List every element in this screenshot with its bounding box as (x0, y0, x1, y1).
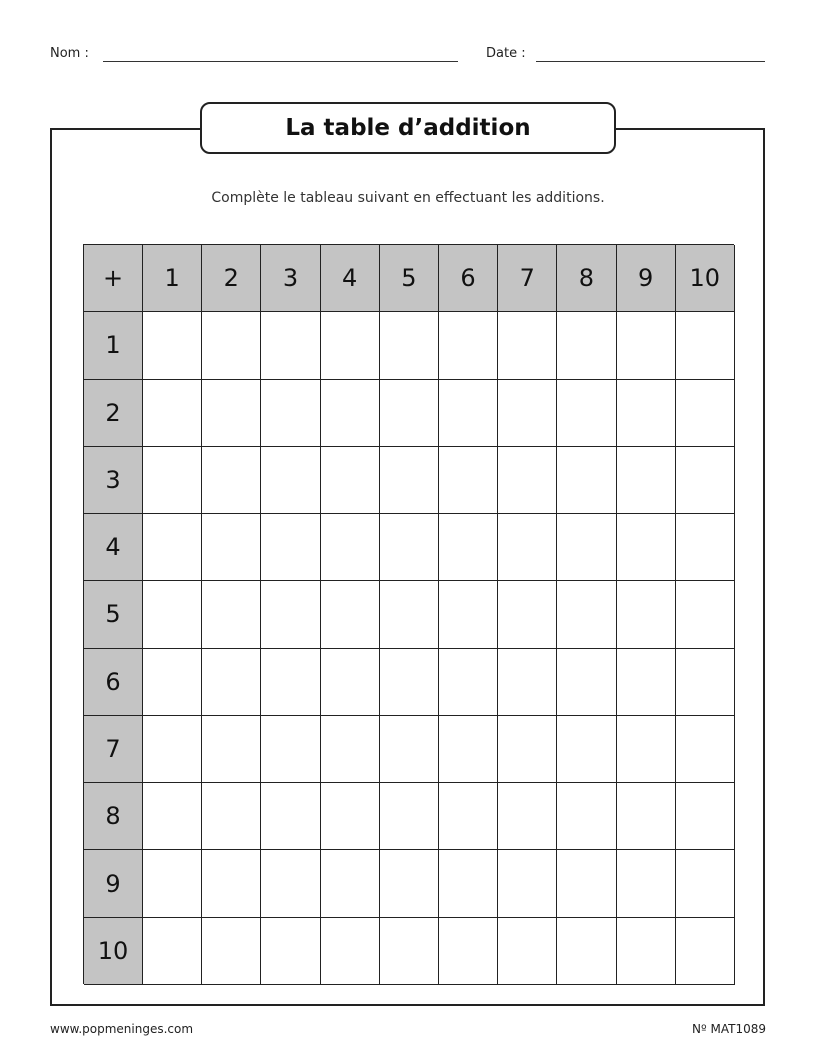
column-header: 10 (676, 245, 735, 312)
row-header: 2 (84, 380, 143, 447)
answer-cell[interactable] (321, 514, 380, 581)
answer-cell[interactable] (261, 918, 320, 985)
instruction-text: Complète le tableau suivant en effectuant les additions. (211, 190, 605, 206)
answer-cell[interactable] (439, 514, 498, 581)
answer-cell[interactable] (321, 783, 380, 850)
answer-cell[interactable] (380, 850, 439, 917)
answer-cell[interactable] (143, 850, 202, 917)
answer-cell[interactable] (261, 850, 320, 917)
answer-cell[interactable] (439, 447, 498, 514)
column-header: 4 (321, 245, 380, 312)
answer-cell[interactable] (202, 312, 261, 379)
answer-cell[interactable] (321, 380, 380, 447)
row-header: 5 (84, 581, 143, 648)
answer-cell[interactable] (380, 447, 439, 514)
answer-cell[interactable] (439, 783, 498, 850)
name-field[interactable] (103, 61, 458, 62)
answer-cell[interactable] (321, 447, 380, 514)
answer-cell[interactable] (380, 783, 439, 850)
name-label: Nom : (50, 46, 89, 61)
answer-cell[interactable] (143, 514, 202, 581)
answer-cell[interactable] (261, 649, 320, 716)
answer-cell[interactable] (439, 312, 498, 379)
answer-cell[interactable] (617, 447, 676, 514)
answer-cell[interactable] (261, 581, 320, 648)
answer-cell[interactable] (380, 649, 439, 716)
answer-cell[interactable] (617, 380, 676, 447)
answer-cell[interactable] (439, 380, 498, 447)
answer-cell[interactable] (439, 581, 498, 648)
addition-table (83, 244, 734, 984)
answer-cell[interactable] (321, 716, 380, 783)
row-header: 6 (84, 649, 143, 716)
answer-cell[interactable] (143, 649, 202, 716)
answer-cell[interactable] (321, 312, 380, 379)
row-header: 4 (84, 514, 143, 581)
answer-cell[interactable] (557, 581, 616, 648)
answer-cell[interactable] (202, 380, 261, 447)
answer-cell[interactable] (617, 649, 676, 716)
answer-cell[interactable] (202, 447, 261, 514)
answer-cell[interactable] (498, 581, 557, 648)
answer-cell[interactable] (143, 716, 202, 783)
answer-cell[interactable] (557, 447, 616, 514)
answer-cell[interactable] (380, 716, 439, 783)
column-header: 6 (439, 245, 498, 312)
answer-cell[interactable] (676, 649, 735, 716)
answer-cell[interactable] (380, 380, 439, 447)
answer-cell[interactable] (557, 783, 616, 850)
answer-cell[interactable] (676, 716, 735, 783)
answer-cell[interactable] (676, 850, 735, 917)
footer-code: Nº MAT1089 (692, 1022, 766, 1036)
answer-cell[interactable] (676, 380, 735, 447)
answer-cell[interactable] (380, 312, 439, 379)
title-box (200, 102, 616, 154)
answer-cell[interactable] (261, 783, 320, 850)
answer-cell[interactable] (557, 918, 616, 985)
answer-cell[interactable] (380, 918, 439, 985)
answer-cell[interactable] (676, 312, 735, 379)
answer-cell[interactable] (498, 312, 557, 379)
answer-cell[interactable] (143, 447, 202, 514)
answer-cell[interactable] (617, 783, 676, 850)
answer-cell[interactable] (143, 581, 202, 648)
answer-cell[interactable] (439, 850, 498, 917)
date-label: Date : (486, 46, 526, 61)
table-corner-plus: + (84, 245, 143, 312)
answer-cell[interactable] (261, 380, 320, 447)
answer-cell[interactable] (676, 918, 735, 985)
row-header: 3 (84, 447, 143, 514)
column-header: 2 (202, 245, 261, 312)
answer-cell[interactable] (557, 716, 616, 783)
answer-cell[interactable] (202, 649, 261, 716)
row-header: 7 (84, 716, 143, 783)
column-header: 9 (617, 245, 676, 312)
row-header: 10 (84, 918, 143, 985)
date-field[interactable] (536, 61, 765, 62)
answer-cell[interactable] (617, 716, 676, 783)
column-header: 3 (261, 245, 320, 312)
answer-cell[interactable] (380, 514, 439, 581)
column-header: 1 (143, 245, 202, 312)
answer-cell[interactable] (202, 716, 261, 783)
answer-cell[interactable] (498, 783, 557, 850)
answer-cell[interactable] (676, 783, 735, 850)
answer-cell[interactable] (557, 514, 616, 581)
answer-cell[interactable] (202, 581, 261, 648)
answer-cell[interactable] (321, 850, 380, 917)
answer-cell[interactable] (143, 380, 202, 447)
answer-cell[interactable] (321, 649, 380, 716)
answer-cell[interactable] (676, 581, 735, 648)
answer-cell[interactable] (498, 380, 557, 447)
answer-cell[interactable] (617, 581, 676, 648)
answer-cell[interactable] (439, 918, 498, 985)
answer-cell[interactable] (261, 514, 320, 581)
answer-cell[interactable] (439, 649, 498, 716)
row-header: 8 (84, 783, 143, 850)
answer-cell[interactable] (676, 514, 735, 581)
answer-cell[interactable] (617, 514, 676, 581)
answer-cell[interactable] (617, 918, 676, 985)
page-title: La table d’addition (285, 115, 531, 141)
answer-cell[interactable] (498, 850, 557, 917)
answer-cell[interactable] (202, 783, 261, 850)
answer-cell[interactable] (143, 918, 202, 985)
answer-cell[interactable] (261, 716, 320, 783)
answer-cell[interactable] (617, 850, 676, 917)
answer-cell[interactable] (557, 380, 616, 447)
column-header: 5 (380, 245, 439, 312)
answer-cell[interactable] (557, 312, 616, 379)
answer-cell[interactable] (321, 581, 380, 648)
answer-cell[interactable] (202, 918, 261, 985)
answer-cell[interactable] (557, 850, 616, 917)
column-header: 8 (557, 245, 616, 312)
answer-cell[interactable] (498, 447, 557, 514)
answer-cell[interactable] (143, 783, 202, 850)
answer-cell[interactable] (498, 514, 557, 581)
footer-website: www.popmeninges.com (50, 1022, 194, 1036)
answer-cell[interactable] (557, 649, 616, 716)
column-header: 7 (498, 245, 557, 312)
answer-cell[interactable] (498, 716, 557, 783)
answer-cell[interactable] (380, 581, 439, 648)
answer-cell[interactable] (676, 447, 735, 514)
answer-cell[interactable] (498, 649, 557, 716)
answer-cell[interactable] (617, 312, 676, 379)
answer-cell[interactable] (498, 918, 557, 985)
answer-cell[interactable] (321, 918, 380, 985)
answer-cell[interactable] (143, 312, 202, 379)
answer-cell[interactable] (261, 447, 320, 514)
answer-cell[interactable] (202, 850, 261, 917)
answer-cell[interactable] (439, 716, 498, 783)
answer-cell[interactable] (202, 514, 261, 581)
row-header: 9 (84, 850, 143, 917)
answer-cell[interactable] (261, 312, 320, 379)
row-header: 1 (84, 312, 143, 379)
